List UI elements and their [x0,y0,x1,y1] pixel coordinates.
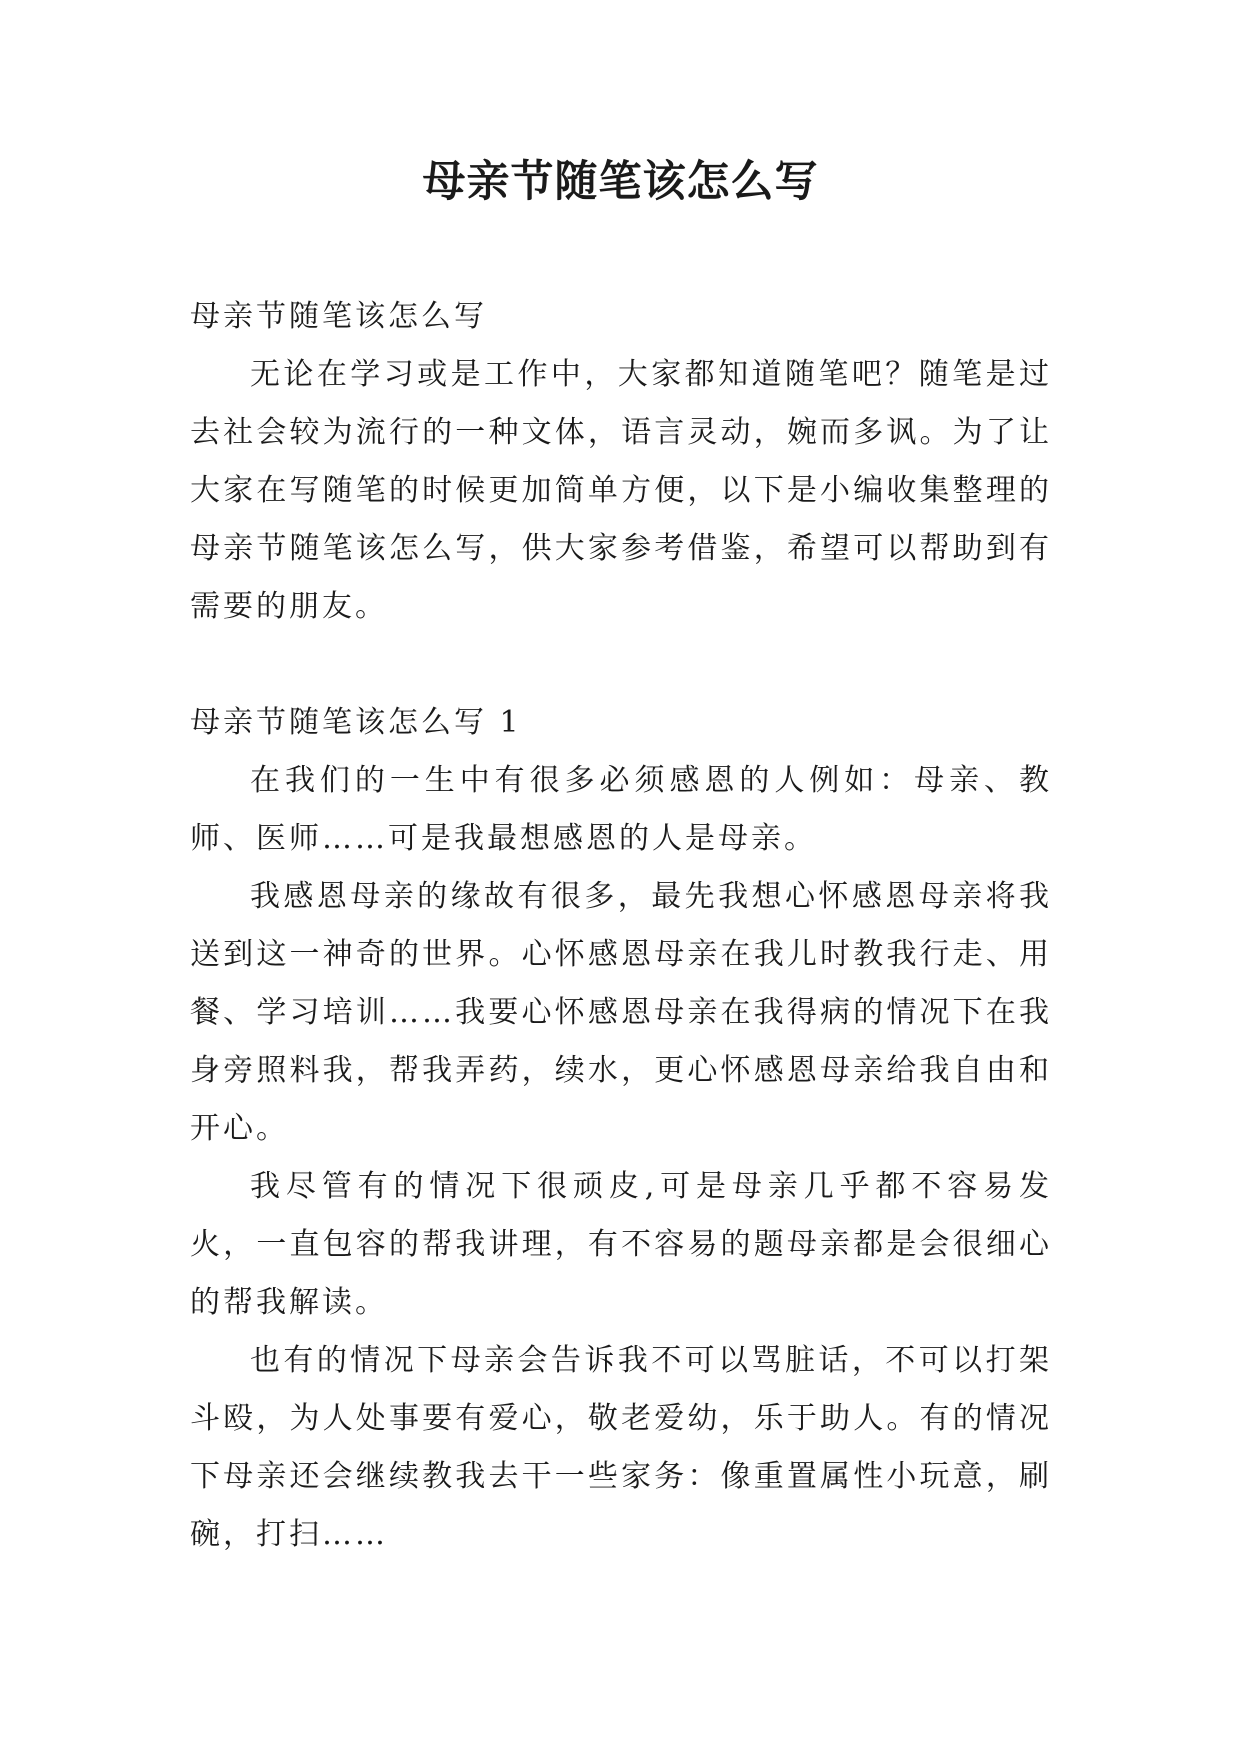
section-1-heading: 母亲节随笔该怎么写 1 [190,705,522,740]
document-title: 母亲节随笔该怎么写 [422,157,819,207]
section-1-paragraph: 我尽管有的情况下很顽皮,可是母亲几乎都不容易发火，一直包容的帮我讲理，有不容易的题母亲都是会很细心的帮我解读。 [190,1169,1052,1320]
section-1-paragraph: 也有的情况下母亲会告诉我不可以骂脏话，不可以打架斗殴，为人处事要有爱心，敬老爱幼，乐于助人。有的情况下母亲还会继续教我去干一些家务：像重置属性小玩意，刷碗，打扫…… [190,1343,1052,1552]
section-spacer [190,636,1052,694]
document-body [190,288,1052,1564]
section-1-paragraph: 在我们的一生中有很多必须感恩的人例如：母亲、教师、医师……可是我最想感恩的人是母亲。 [190,763,1052,856]
intro-paragraph: 无论在学习或是工作中，大家都知道随笔吧？随笔是过去社会较为流行的一种文体，语言灵动，婉而多讽。为了让大家在写随笔的时候更加简单方便，以下是小编收集整理的母亲节随笔该怎么写，供大家参考借鉴，希望可以帮助到有需要的朋友。 [190,357,1052,624]
intro-heading: 母亲节随笔该怎么写 [190,299,487,334]
section-1-paragraph: 我感恩母亲的缘故有很多，最先我想心怀感恩母亲将我送到这一神奇的世界。心怀感恩母亲在我儿时教我行走、用餐、学习培训……我要心怀感恩母亲在我得病的情况下在我身旁照料我，帮我弄药，续水，更心怀感恩母亲给我自由和开心。 [190,879,1052,1146]
